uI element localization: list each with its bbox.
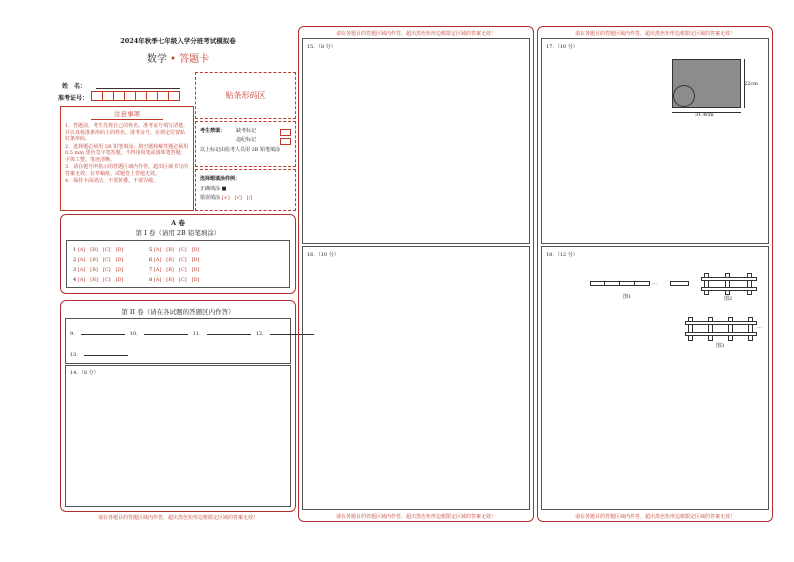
fill-sample-box [195,169,296,211]
note-item-2: 2．选择题必须用 2B 铅笔填涂；填空题和解答题必须用 0.5 mm 黑色签字笔答题，不得用铅笔或圆珠笔答题；字体工整、笔迹清晰。 [65,143,189,163]
width-dimension-label: 31.4cm [695,112,714,118]
fig3-rail [685,321,757,325]
title-dot: • [170,54,176,65]
fig3-rail [685,332,757,336]
violation-mark-label: 违纪标记 [236,137,257,143]
fill-q13-label: 13． [70,352,82,358]
fill-q11-label: 11． [192,331,205,337]
correct-fill-mark: ■ [221,186,227,192]
fig2-rail [701,277,757,281]
choice-q2[interactable]: 2 [A] [B] [C] [D] [73,257,124,263]
q17-answer-area[interactable] [541,38,769,244]
q17-label: 17．（10 分） [546,44,578,50]
q15-answer-area[interactable] [302,38,530,244]
fig1-divider [634,281,635,286]
fig1-caption: 图1 [623,294,632,300]
section-a-subtitle: 第 I 卷（请用 2B 铅笔填涂） [135,229,221,237]
choice-q5[interactable]: 5 [A] [B] [C] [D] [149,247,200,253]
q16-answer-area[interactable] [302,246,530,510]
fig1-divider [604,281,605,286]
candidate-label: 考生禁填： [200,128,226,134]
section-b-title: 第 II 卷（请在各试题的答题区内作答） [121,308,235,316]
col3-footer-warning: 请在各题目的答题区域内作答，超出黑色矩形边框限定区域的答案无效！ [574,514,735,520]
barcode-area [195,72,296,119]
wrong-fill-marks: [×] [√] [/] [221,195,253,201]
fill-q9-label: 9． [70,331,79,337]
q16-label: 16．（10 分） [307,252,339,258]
fig2-rail [701,287,757,291]
fig1-rod-end [670,281,689,286]
card-title [60,50,296,65]
fig3-ellipsis: … [757,324,762,330]
fig2-caption: 图2 [724,296,733,302]
col1-footer-warning: 请在各题目的答题区域内作答，超出黑色矩形边框限定区域的答案无效！ [97,515,258,521]
wrong-fill-label: 错误填涂 [×] [√] [/] [200,195,253,201]
note-item-4: 4．保持卡面清洁，不要折叠、不要弄破。 [65,178,159,184]
candidate-box [195,121,296,167]
section-a-box [60,214,296,294]
q18-label: 18．（12 分） [546,252,578,258]
violation-mark-box[interactable] [280,138,291,145]
barcode-label: 贴条形码区 [225,91,266,100]
absent-mark-box[interactable] [280,129,291,136]
choice-q6[interactable]: 6 [A] [B] [C] [D] [149,257,200,263]
fill-q9-blank[interactable] [81,328,125,335]
choice-q8[interactable]: 8 [A] [B] [C] [D] [149,277,200,283]
fill-blank-area [65,318,291,364]
note-item-3: 3．请在题号所指示的答题区域内作答，超出区域书写的答案无效；在草稿纸、试题卷上答题无效。 [65,164,189,177]
col3-header-warning: 请在各题目的答题区域内作答，超出黑色矩形边框限定区域的答案无效！ [574,31,735,37]
section-a-title: A 卷 [171,219,185,227]
col2-footer-warning: 请在各题目的答题区域内作答，超出黑色矩形边框限定区域的答案无效！ [335,514,496,520]
section-b-box [60,300,296,512]
circle-figure [673,85,695,107]
fill-sample-title: 选择题填涂样例： [200,176,241,182]
candidate-note: 以上标记由监考人员用 2B 铅笔填涂 [200,147,281,153]
fill-q10-blank[interactable] [144,328,188,335]
note-item-1: 1．答题前，考生先将自己的姓名、准考证号填写清楚，并认真核准条形码上的姓名、准考证号，在规定位置贴好条形码。 [65,123,189,142]
q14-answer-area[interactable] [65,365,291,507]
fill-q12-label: 12． [255,331,268,337]
correct-fill-label: 正确填涂 ■ [200,186,227,192]
fig1-divider [619,281,620,286]
notes-title: 注意事项 [91,109,163,120]
height-dimension-label: 22cm [744,81,758,87]
choice-q7[interactable]: 7 [A] [B] [C] [D] [149,267,200,273]
fill-row-2 [70,349,131,359]
fig3-caption: 图3 [716,343,725,349]
absent-mark-label: 缺考标记 [236,128,257,134]
q18-answer-area[interactable] [541,246,769,510]
fill-row-1 [70,328,317,338]
q15-label: 15．（8 分） [307,44,336,50]
fill-q11-blank[interactable] [207,328,251,335]
exam-title: 2024年秋季七年级入学分班考试模拟卷 [120,37,236,45]
q14-label: 14．（8 分） [70,370,99,376]
col2-header-warning: 请在各题目的答题区域内作答，超出黑色矩形边框限定区域的答案无效！ [335,31,496,37]
subject-label: 数学 [146,54,167,65]
id-cells[interactable] [91,91,179,101]
fig1-rod [590,281,650,286]
fill-q13-blank[interactable] [84,349,128,356]
choice-grid [66,240,290,288]
id-label: 准考证号： [58,95,89,102]
notes-box [60,106,194,211]
fig1-ellipsis: … [652,280,657,286]
name-label: 姓 名： [62,83,87,90]
answer-card-label: 答题卡 [179,54,210,65]
fill-q10-label: 10． [129,331,142,337]
name-field[interactable] [96,87,180,89]
choice-q1[interactable]: 1 [A] [B] [C] [D] [73,247,124,253]
choice-q3[interactable]: 3 [A] [B] [C] [D] [73,267,124,273]
choice-q4[interactable]: 4 [A] [B] [C] [D] [73,277,124,283]
